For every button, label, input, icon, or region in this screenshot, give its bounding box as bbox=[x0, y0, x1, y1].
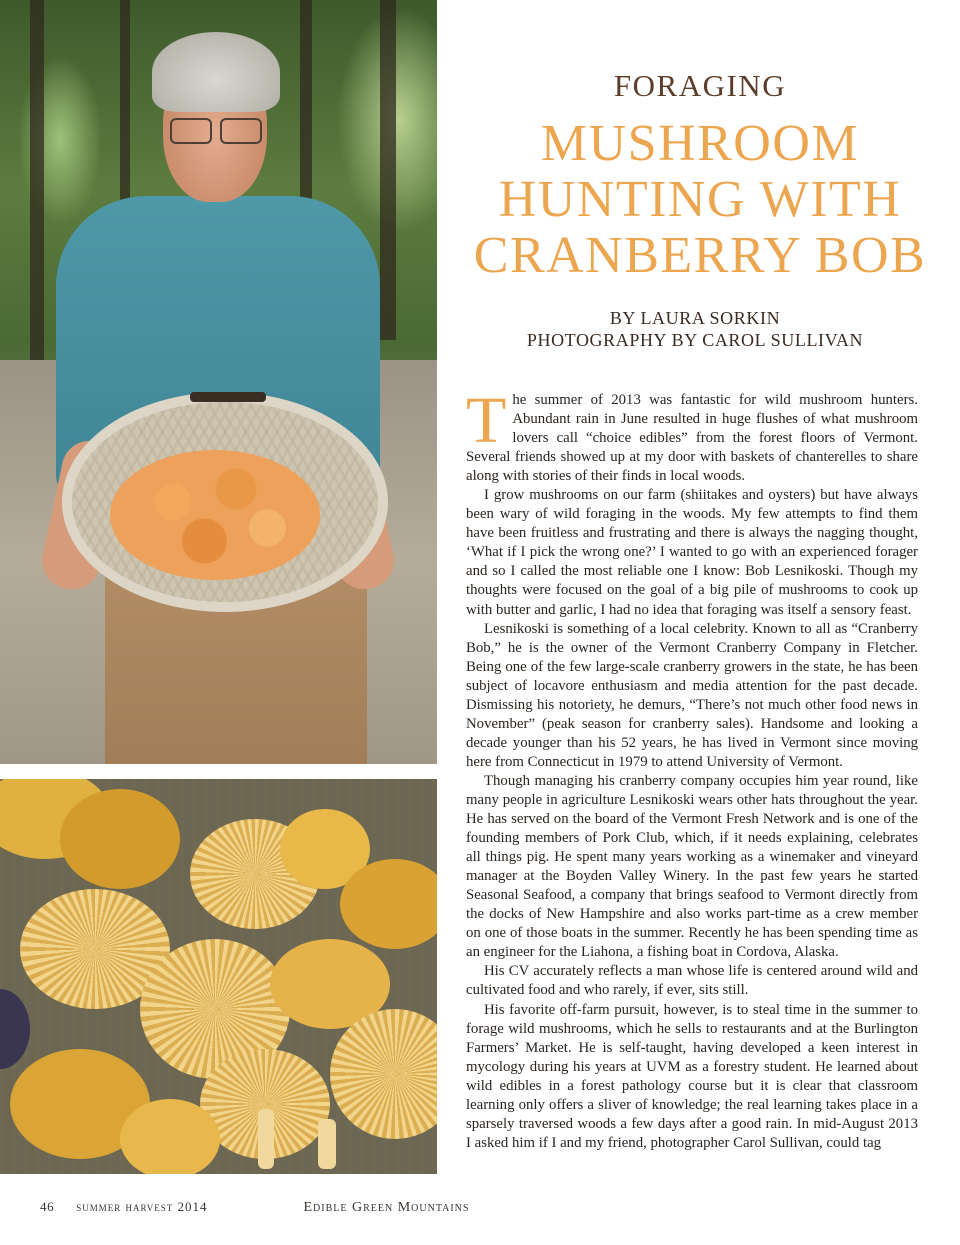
byline bbox=[470, 307, 920, 351]
mushroom-cap bbox=[120, 1099, 220, 1174]
paragraph: I grow mushrooms on our farm (shiitakes and oysters) but have always been wary of wild foraging in the woods. My few attempts to find them have been fruitless and frustrating and there is always the nagging thought, ‘What if I pick the wrong one?’ I wanted to go with an experienced forager and so I called the most reliable one I know: Bob Lesnikoski. Though my thoughts were focused on the goal of a big pile of mushrooms to cook up with butter and garlic, I had no idea that foraging was itself a sensory feast. bbox=[466, 487, 918, 618]
publication-name: Edible Green Mountains bbox=[303, 1200, 470, 1215]
headline-line: MUSHROOM bbox=[540, 115, 860, 172]
mushroom-stem bbox=[318, 1119, 336, 1169]
page-number: 46 bbox=[40, 1199, 55, 1214]
photographer-credit: PHOTOGRAPHY BY CAROL SULLIVAN bbox=[526, 330, 864, 350]
article-headline bbox=[460, 116, 940, 284]
article-body bbox=[466, 384, 918, 1153]
chanterelle-pile bbox=[110, 450, 320, 580]
paragraph bbox=[466, 384, 918, 486]
tree-trunk bbox=[30, 0, 44, 360]
headline-line: HUNTING WITH bbox=[498, 171, 902, 228]
headline-line: CRANBERRY BOB bbox=[473, 227, 927, 284]
author-credit: BY LAURA SORKIN bbox=[609, 308, 781, 328]
section-label: FORAGING bbox=[613, 68, 787, 103]
mushroom-cap bbox=[340, 859, 437, 949]
mushroom-cap bbox=[60, 789, 180, 889]
person-hair bbox=[152, 32, 280, 112]
photo-forager-with-basket bbox=[0, 0, 437, 764]
page-footer bbox=[40, 1199, 469, 1216]
mushroom-gills bbox=[330, 1009, 437, 1139]
tree-trunk bbox=[380, 0, 396, 340]
mushroom-stem bbox=[258, 1109, 274, 1169]
glasses-lens-left bbox=[170, 118, 212, 144]
glasses-lens-right bbox=[220, 118, 262, 144]
paragraph: His favorite off-farm pursuit, however, is to steal time in the summer to forage wild mushrooms, which he sells to restaurants and at the Burlington Farmers’ Market. He is self-taught, having developed a keen interest in mycology during his years at UVM as a forestry student. He learned about wild edibles in a forest pathology course but it is clear that classroom learning only offers a sliver of knowledge; the real learning takes place in a sparsely traversed woods a few days after a good rain. In mid-August 2013 I asked him if I and my friend, photographer Carol Sullivan, could tag bbox=[466, 1001, 918, 1151]
paragraph: Though managing his cranberry company occupies him year round, like many people in agriculture Lesnikoski wears other hats throughout the year. He has served on the board of the Vermont Fresh Network and is one of the founding members of Pork Club, which, if it needs explaining, celebrates all things pig. He spent many years working as a winemaker and vineyard manager at the Boyden Valley Winery. In the past few years he started Seasonal Seafood, a company that brings seafood to Vermont directly from the docks of New Hampshire and also works part-time as a crew member on one of those boats in the summer. Recently he has been spending time as an engineer for the Liahona, a fishing boat in Cordova, Alaska. bbox=[466, 772, 918, 961]
paragraph: Lesnikoski is something of a local celebrity. Known to all as “Cranberry Bob,” he is the owner of the Vermont Cranberry Company in Fletcher. Being one of the few large-scale cranberry growers in the state, he has been subject of locavore enthusiasm and media attention for the past decade. Dismissing his notoriety, he demurs, “There’s not much other food news in November” (peak season for cranberry sales). Handsome and looking a decade younger than his 52 years, he has lived in Vermont since moving here from Connecticut in 1979 to attend University of Vermont. bbox=[466, 620, 918, 770]
paragraph-text: he summer of 2013 was fantastic for wild mushroom hunters. Abundant rain in June resulted in huge flushes of what mushroom lovers call “choice edibles” from the forest floors of Vermont. Several friends showed up at my door with baskets of chanterelles to share along with stories of their finds in local woods. bbox=[466, 392, 918, 485]
drop-cap: T bbox=[466, 384, 507, 457]
basket-handle bbox=[190, 392, 266, 402]
paragraph: His CV accurately reflects a man whose life is centered around wild and cultivated food and who rarely, if ever, sits still. bbox=[466, 963, 918, 999]
issue-label: summer harvest 2014 bbox=[76, 1199, 208, 1214]
photo-chanterelles-closeup bbox=[0, 779, 437, 1174]
black-trumpet-mushroom bbox=[0, 989, 30, 1069]
